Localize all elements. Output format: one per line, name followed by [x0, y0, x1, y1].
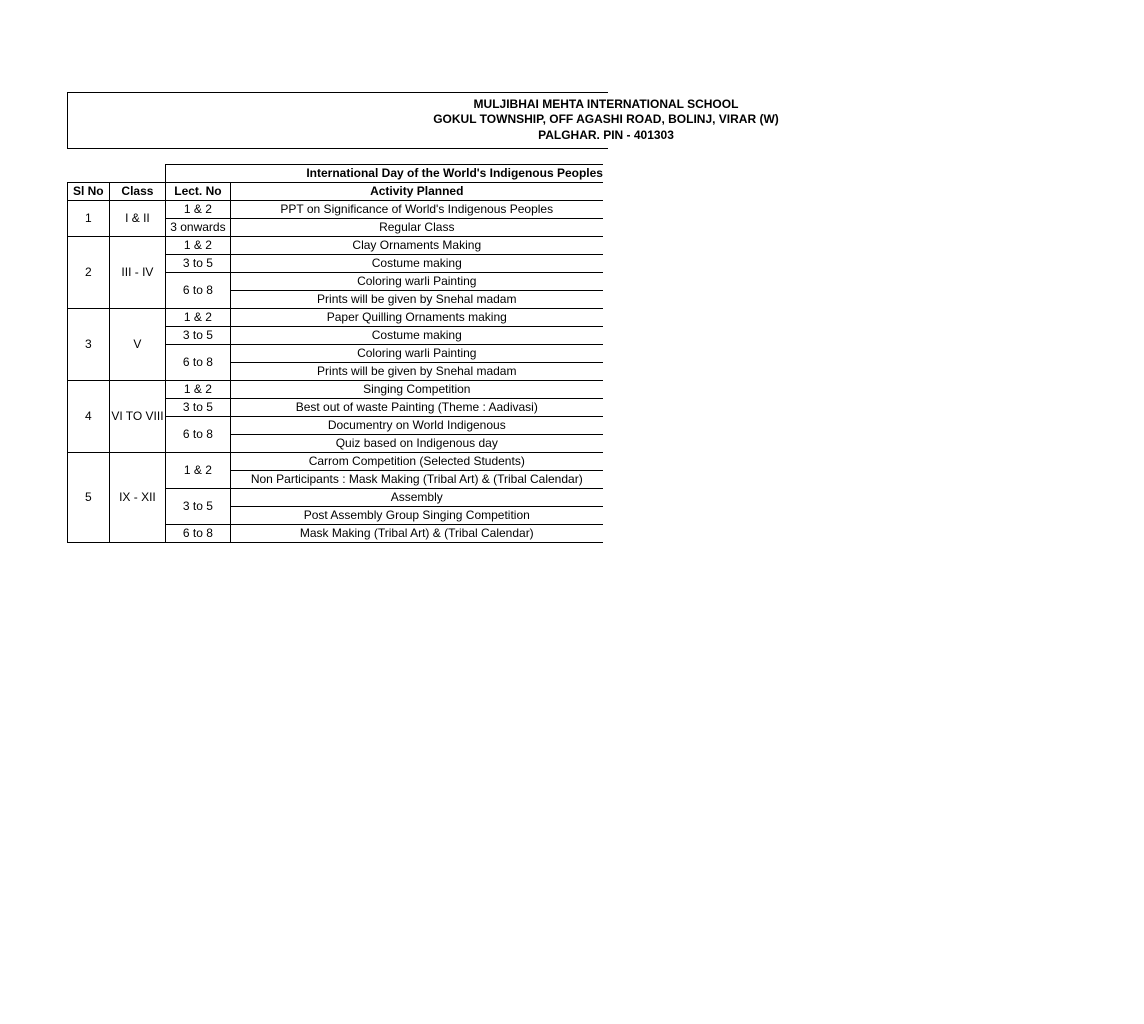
activity-cell: Prints will be given by Snehal madam	[230, 291, 603, 309]
lect-cell: 3 to 5	[166, 399, 230, 417]
activity-cell: Non Participants : Mask Making (Tribal Art) & (Tribal Calendar)	[230, 471, 603, 489]
lect-cell: 1 & 2	[166, 309, 230, 327]
lect-cell: 6 to 8	[166, 273, 230, 309]
lect-cell: 1 & 2	[166, 381, 230, 399]
table-row	[68, 381, 604, 399]
table-row	[68, 201, 604, 219]
column-header-sl-no: Sl No	[68, 183, 110, 201]
activity-cell: Documentry on World Indigenous	[230, 417, 603, 435]
lect-cell: 3 to 5	[166, 327, 230, 345]
class-cell: IX - XII	[109, 453, 166, 543]
table-row	[68, 309, 604, 327]
activity-cell: Coloring warli Painting	[230, 345, 603, 363]
table-row	[68, 453, 604, 471]
school-district-pin: PALGHAR. PIN - 401303	[538, 128, 674, 142]
activity-cell: Best out of waste Painting (Theme : Aadivasi)	[230, 399, 603, 417]
activity-cell: Post Assembly Group Singing Competition	[230, 507, 603, 525]
table-title-row	[68, 165, 604, 183]
activity-cell: Mask Making (Tribal Art) & (Tribal Calendar)	[230, 525, 603, 543]
lect-cell: 6 to 8	[166, 525, 230, 543]
activity-cell: Clay Ornaments Making	[230, 237, 603, 255]
school-name: MULJIBHAI MEHTA INTERNATIONAL SCHOOL	[473, 97, 739, 111]
class-cell: VI TO VIII	[109, 381, 166, 453]
class-cell: I & II	[109, 201, 166, 237]
activity-cell: Costume making	[230, 255, 603, 273]
lect-cell: 1 & 2	[166, 453, 230, 489]
sl-no-cell: 4	[68, 381, 110, 453]
column-header-class: Class	[109, 183, 166, 201]
class-cell: V	[109, 309, 166, 381]
lect-cell: 6 to 8	[166, 417, 230, 453]
activity-cell: Coloring warli Painting	[230, 273, 603, 291]
column-header-lect-no: Lect. No	[166, 183, 230, 201]
activity-cell: Costume making	[230, 327, 603, 345]
activity-cell: Paper Quilling Ornaments making	[230, 309, 603, 327]
lect-cell: 3 to 5	[166, 255, 230, 273]
activity-cell: PPT on Significance of World's Indigenous Peoples	[230, 201, 603, 219]
column-header-activity: Activity Planned	[230, 183, 603, 201]
activity-cell: Carrom Competition (Selected Students)	[230, 453, 603, 471]
lect-cell: 3 onwards	[166, 219, 230, 237]
class-cell: III - IV	[109, 237, 166, 309]
lect-cell: 3 to 5	[166, 489, 230, 525]
sl-no-cell: 1	[68, 201, 110, 237]
lect-cell: 1 & 2	[166, 237, 230, 255]
sl-no-cell: 2	[68, 237, 110, 309]
table-title: International Day of the World's Indigenous Peoples	[166, 165, 603, 183]
lect-cell: 1 & 2	[166, 201, 230, 219]
activity-cell: Singing Competition	[230, 381, 603, 399]
activity-cell: Regular Class	[230, 219, 603, 237]
sl-no-cell: 5	[68, 453, 110, 543]
activity-cell: Quiz based on Indigenous day	[230, 435, 603, 453]
school-header	[67, 92, 779, 149]
activity-cell: Assembly	[230, 489, 603, 507]
schedule-table	[67, 164, 603, 543]
schedule-table-container	[67, 164, 603, 545]
lect-cell: 6 to 8	[166, 345, 230, 381]
activity-cell: Prints will be given by Snehal madam	[230, 363, 603, 381]
table-row	[68, 237, 604, 255]
sl-no-cell: 3	[68, 309, 110, 381]
column-header-row	[68, 183, 604, 201]
school-address: GOKUL TOWNSHIP, OFF AGASHI ROAD, BOLINJ, VIRAR (W)	[433, 112, 779, 126]
